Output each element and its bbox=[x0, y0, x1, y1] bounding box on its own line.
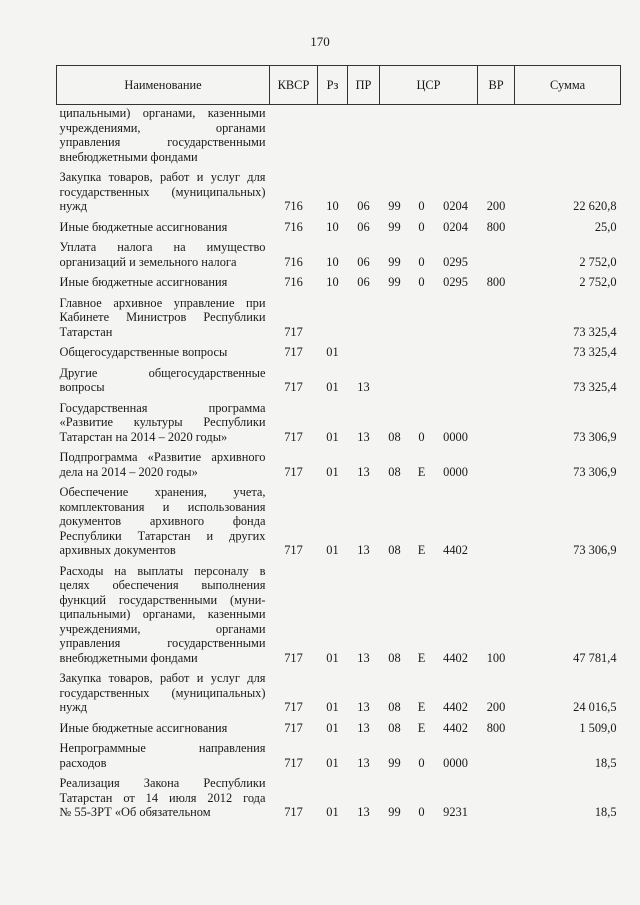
cell-rz: 01 bbox=[326, 720, 339, 735]
table-row bbox=[57, 269, 621, 290]
cell-name bbox=[57, 395, 270, 445]
cell-name bbox=[57, 360, 270, 395]
table-row bbox=[57, 735, 621, 770]
cell-csr1: 99 bbox=[388, 199, 401, 213]
cell-rz: 10 bbox=[326, 219, 339, 234]
cell-sum: 47 781,4 bbox=[573, 650, 617, 665]
table-header-row bbox=[57, 66, 621, 105]
cell-kvsr: 717 bbox=[284, 755, 303, 770]
cell-name-line: управления государственными bbox=[59, 636, 266, 650]
cell-name bbox=[57, 444, 270, 479]
cell-kvsr: 716 bbox=[284, 219, 303, 234]
cell-kvsr: 716 bbox=[284, 275, 303, 289]
cell-vr bbox=[478, 234, 515, 269]
cell-csr1 bbox=[380, 339, 410, 360]
table-row bbox=[57, 164, 621, 214]
cell-csr2 bbox=[410, 339, 434, 360]
cell-name bbox=[57, 105, 270, 165]
cell-name-line: учреждениями, органами bbox=[59, 120, 266, 135]
header-csr: ЦСР bbox=[380, 66, 478, 105]
cell-vr bbox=[478, 395, 515, 445]
cell-name bbox=[57, 214, 270, 235]
cell-csr2: 0 bbox=[418, 805, 425, 819]
cell-name-line: Непрограммные направления bbox=[59, 741, 266, 755]
cell-kvsr: 717 bbox=[284, 805, 303, 819]
cell-name-line: внебюджетными фондами bbox=[59, 149, 198, 164]
cell-csr1: 08 bbox=[388, 700, 401, 714]
cell-sum: 18,5 bbox=[594, 805, 617, 819]
cell-name-line: дела на 2014 – 2020 годы» bbox=[59, 464, 198, 479]
cell-vr bbox=[478, 479, 515, 558]
table-row bbox=[57, 105, 621, 165]
cell-pr bbox=[348, 290, 380, 340]
cell-name bbox=[57, 665, 270, 715]
cell-name-line: нужд bbox=[59, 700, 88, 714]
cell-name-line: внебюджетными фондами bbox=[59, 650, 198, 665]
cell-kvsr: 717 bbox=[284, 650, 303, 665]
cell-rz: 01 bbox=[326, 345, 339, 359]
cell-pr: 13 bbox=[357, 805, 370, 819]
cell-kvsr bbox=[270, 105, 318, 165]
cell-csr3: 0204 bbox=[443, 199, 468, 213]
cell-rz: 10 bbox=[326, 199, 339, 213]
cell-name-line: Кабинете Министров Республики bbox=[59, 310, 266, 324]
cell-kvsr: 717 bbox=[284, 543, 303, 557]
table-row bbox=[57, 290, 621, 340]
cell-name bbox=[57, 234, 270, 269]
cell-csr1: 08 bbox=[388, 650, 401, 665]
cell-rz: 01 bbox=[326, 805, 339, 819]
cell-sum: 2 752,0 bbox=[579, 254, 617, 269]
cell-kvsr: 716 bbox=[284, 254, 303, 269]
cell-pr: 06 bbox=[357, 275, 370, 289]
cell-name-line: Закупка товаров, работ и услуг для bbox=[59, 671, 266, 685]
cell-csr2: 0 bbox=[418, 429, 425, 444]
cell-csr3: 4402 bbox=[443, 700, 468, 714]
cell-name bbox=[57, 558, 270, 666]
cell-pr: 13 bbox=[357, 464, 370, 479]
cell-csr3: 4402 bbox=[443, 543, 468, 557]
cell-vr bbox=[478, 735, 515, 770]
cell-name-line: Татарстан bbox=[59, 324, 113, 339]
cell-rz: 01 bbox=[326, 429, 339, 444]
cell-csr1: 08 bbox=[388, 429, 401, 444]
cell-csr1: 08 bbox=[388, 543, 401, 557]
cell-vr bbox=[478, 444, 515, 479]
cell-vr: 200 bbox=[486, 700, 506, 714]
cell-name-line: Иные бюджетные ассигнования bbox=[59, 720, 228, 735]
cell-sum: 73 306,9 bbox=[573, 543, 617, 557]
header-rz: Рз bbox=[318, 66, 348, 105]
cell-rz bbox=[318, 290, 348, 340]
cell-pr: 13 bbox=[357, 543, 370, 557]
cell-csr3: 0204 bbox=[443, 219, 468, 234]
cell-name-line: учреждениями, органами bbox=[59, 621, 266, 636]
cell-sum: 25,0 bbox=[594, 219, 617, 234]
cell-csr3: 4402 bbox=[443, 650, 468, 665]
cell-csr3 bbox=[434, 105, 478, 165]
cell-csr3 bbox=[434, 360, 478, 395]
cell-name bbox=[57, 735, 270, 770]
cell-vr: 200 bbox=[486, 199, 506, 213]
cell-name-line: комплектования и использования bbox=[59, 499, 266, 514]
cell-csr1: 99 bbox=[388, 755, 401, 770]
table-row bbox=[57, 558, 621, 666]
cell-pr: 13 bbox=[357, 720, 370, 735]
table-row bbox=[57, 360, 621, 395]
cell-name-line: нужд bbox=[59, 199, 88, 213]
cell-csr3: 0000 bbox=[443, 429, 468, 444]
cell-name-line: Обеспечение хранения, учета, bbox=[59, 485, 266, 499]
cell-csr2: 0 bbox=[418, 254, 425, 269]
cell-rz: 01 bbox=[326, 650, 339, 665]
table-row bbox=[57, 770, 621, 820]
cell-rz: 01 bbox=[326, 543, 339, 557]
cell-name-line: Иные бюджетные ассигнования bbox=[59, 275, 228, 289]
cell-csr1 bbox=[380, 360, 410, 395]
cell-vr: 800 bbox=[486, 720, 506, 735]
cell-name-line: Общегосударственные вопросы bbox=[59, 345, 228, 359]
cell-csr2 bbox=[410, 105, 434, 165]
cell-name bbox=[57, 164, 270, 214]
cell-name-line: ципальными) органами, казенными bbox=[59, 106, 266, 120]
cell-name-line: ципальными) органами, казенными bbox=[59, 607, 266, 621]
cell-name-line: Расходы на выплаты персоналу в bbox=[59, 563, 266, 578]
cell-kvsr: 716 bbox=[284, 199, 303, 213]
cell-pr: 06 bbox=[357, 254, 370, 269]
cell-csr2: 0 bbox=[418, 275, 425, 289]
cell-sum: 1 509,0 bbox=[579, 720, 617, 735]
cell-rz bbox=[318, 105, 348, 165]
cell-rz: 01 bbox=[326, 755, 339, 770]
cell-name bbox=[57, 715, 270, 736]
cell-sum: 18,5 bbox=[594, 755, 617, 770]
cell-kvsr: 717 bbox=[284, 720, 303, 735]
cell-pr bbox=[348, 339, 380, 360]
cell-csr2: Е bbox=[417, 720, 426, 735]
cell-sum: 22 620,8 bbox=[573, 199, 617, 213]
cell-sum bbox=[515, 105, 621, 165]
cell-csr2: 0 bbox=[418, 199, 425, 213]
table-row bbox=[57, 715, 621, 736]
cell-name-line: Республики Татарстан и других bbox=[59, 528, 266, 543]
cell-sum: 73 325,4 bbox=[573, 380, 617, 394]
cell-csr2: 0 bbox=[418, 755, 425, 770]
cell-csr1: 99 bbox=[388, 254, 401, 269]
cell-csr2: 0 bbox=[418, 219, 425, 234]
cell-pr: 13 bbox=[357, 380, 370, 394]
cell-kvsr: 717 bbox=[284, 324, 303, 339]
cell-name-line: Реализация Закона Республики bbox=[59, 776, 266, 790]
cell-csr3: 0000 bbox=[443, 464, 468, 479]
table-body bbox=[57, 105, 621, 820]
cell-sum: 73 306,9 bbox=[573, 429, 617, 444]
cell-name-line: Уплата налога на имущество bbox=[59, 240, 266, 254]
cell-rz: 10 bbox=[326, 254, 339, 269]
cell-pr: 13 bbox=[357, 755, 370, 770]
cell-sum: 2 752,0 bbox=[579, 275, 617, 289]
cell-name bbox=[57, 269, 270, 290]
cell-csr2 bbox=[410, 290, 434, 340]
cell-csr2: Е bbox=[417, 464, 426, 479]
cell-csr2 bbox=[410, 360, 434, 395]
cell-name bbox=[57, 770, 270, 820]
cell-kvsr: 717 bbox=[284, 380, 303, 394]
cell-name-line: Татарстан от 14 июля 2012 года bbox=[59, 790, 266, 805]
cell-vr: 800 bbox=[486, 219, 506, 234]
cell-sum: 73 325,4 bbox=[573, 345, 617, 359]
cell-vr: 100 bbox=[486, 650, 506, 665]
cell-name bbox=[57, 339, 270, 360]
cell-csr1: 08 bbox=[388, 720, 401, 735]
cell-rz: 10 bbox=[326, 275, 339, 289]
cell-name-line: документов архивного фонда bbox=[59, 514, 266, 528]
cell-csr2: Е bbox=[417, 700, 426, 714]
table-row bbox=[57, 395, 621, 445]
cell-sum: 73 306,9 bbox=[573, 464, 617, 479]
cell-name-line: вопросы bbox=[59, 380, 105, 394]
cell-pr bbox=[348, 105, 380, 165]
table-row bbox=[57, 214, 621, 235]
cell-vr bbox=[478, 339, 515, 360]
cell-name-line: организаций и земельного налога bbox=[59, 254, 237, 269]
page-number: 170 bbox=[310, 34, 330, 49]
cell-rz: 01 bbox=[326, 464, 339, 479]
cell-name-line: Главное архивное управление при bbox=[59, 295, 266, 310]
cell-csr3: 9231 bbox=[443, 805, 468, 819]
cell-pr: 13 bbox=[357, 650, 370, 665]
cell-csr1: 99 bbox=[388, 275, 401, 289]
cell-name-line: Татарстан на 2014 – 2020 годы» bbox=[59, 429, 228, 444]
cell-name-line: Закупка товаров, работ и услуг для bbox=[59, 170, 266, 184]
cell-name-line: управления государственными bbox=[59, 135, 266, 149]
table-row bbox=[57, 479, 621, 558]
cell-rz: 01 bbox=[326, 700, 339, 714]
cell-csr3: 0295 bbox=[443, 275, 468, 289]
header-pr: ПР bbox=[348, 66, 380, 105]
cell-name-line: Подпрограмма «Развитие архивного bbox=[59, 450, 266, 464]
cell-kvsr: 717 bbox=[284, 464, 303, 479]
cell-name-line: Государственная программа bbox=[59, 400, 266, 415]
header-vr: ВР bbox=[478, 66, 515, 105]
table-row bbox=[57, 339, 621, 360]
cell-csr3: 0000 bbox=[443, 755, 468, 770]
cell-csr3: 4402 bbox=[443, 720, 468, 735]
cell-pr: 06 bbox=[357, 199, 370, 213]
cell-csr2: Е bbox=[417, 543, 426, 557]
cell-name-line: архивных документов bbox=[59, 543, 176, 557]
header-kvsr: КВСР bbox=[270, 66, 318, 105]
cell-name bbox=[57, 479, 270, 558]
cell-name-line: № 55-ЗРТ «Об обязательном bbox=[59, 805, 211, 819]
cell-kvsr: 717 bbox=[284, 429, 303, 444]
cell-name-line: функций государственными (муни- bbox=[59, 592, 266, 607]
cell-vr bbox=[478, 290, 515, 340]
cell-csr2: Е bbox=[417, 650, 426, 665]
cell-name bbox=[57, 290, 270, 340]
cell-vr bbox=[478, 360, 515, 395]
cell-name-line: государственных (муниципальных) bbox=[59, 184, 266, 199]
cell-name-line: Другие общегосударственные bbox=[59, 365, 266, 380]
cell-csr3 bbox=[434, 290, 478, 340]
budget-table bbox=[56, 65, 621, 820]
cell-csr1 bbox=[380, 290, 410, 340]
cell-csr3: 0295 bbox=[443, 254, 468, 269]
cell-pr: 06 bbox=[357, 219, 370, 234]
cell-pr: 13 bbox=[357, 429, 370, 444]
cell-csr1: 99 bbox=[388, 805, 401, 819]
header-sum: Сумма bbox=[515, 66, 621, 105]
cell-name-line: целях обеспечения выполнения bbox=[59, 578, 266, 592]
cell-kvsr: 717 bbox=[284, 345, 303, 359]
cell-csr3 bbox=[434, 339, 478, 360]
cell-csr1: 99 bbox=[388, 219, 401, 234]
cell-kvsr: 717 bbox=[284, 700, 303, 714]
cell-name-line: государственных (муниципальных) bbox=[59, 685, 266, 700]
table-row bbox=[57, 665, 621, 715]
table-row bbox=[57, 234, 621, 269]
cell-csr1: 08 bbox=[388, 464, 401, 479]
cell-sum: 24 016,5 bbox=[573, 700, 617, 714]
cell-name-line: «Развитие культуры Республики bbox=[59, 415, 266, 429]
cell-name-line: Иные бюджетные ассигнования bbox=[59, 219, 228, 234]
cell-vr bbox=[478, 105, 515, 165]
cell-csr1 bbox=[380, 105, 410, 165]
cell-vr: 800 bbox=[486, 275, 506, 289]
cell-vr bbox=[478, 770, 515, 820]
cell-name-line: расходов bbox=[59, 755, 107, 770]
cell-rz: 01 bbox=[326, 380, 339, 394]
cell-pr: 13 bbox=[357, 700, 370, 714]
header-name: Наименование bbox=[57, 66, 270, 105]
table-row bbox=[57, 444, 621, 479]
cell-sum: 73 325,4 bbox=[573, 324, 617, 339]
